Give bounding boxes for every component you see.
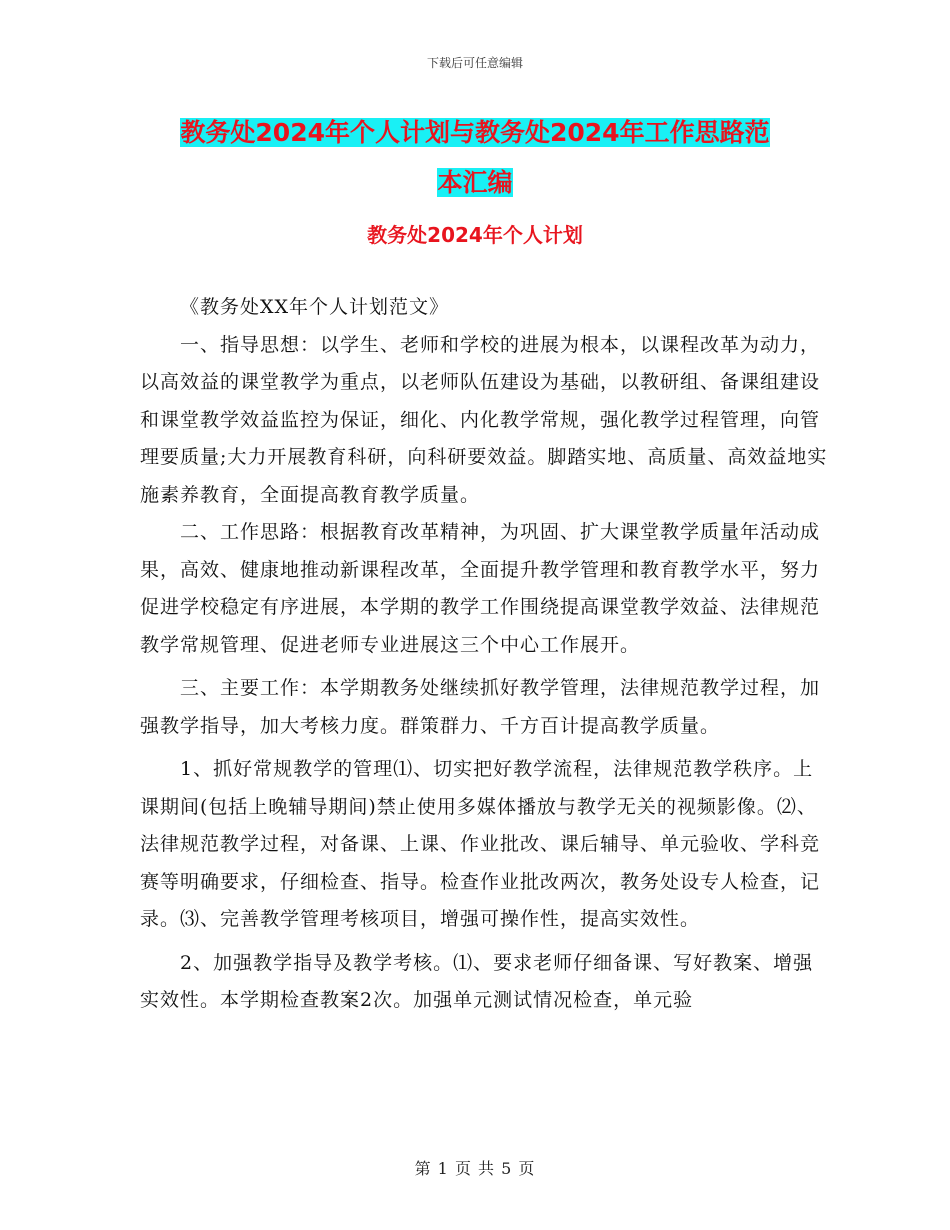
document-body <box>140 289 830 1020</box>
document-title-line-1: 教务处2024年个人计划与教务处2024年工作思路范 <box>180 118 770 147</box>
page-header-note: 下载后可任意编辑 <box>426 56 523 70</box>
paragraph-main-work: 三、主要工作：本学期教务处继续抓好教学管理，法律规范教学过程，加强教学指导，加大考核力度。群策群力、千方百计提高教学质量。 <box>140 677 821 737</box>
paragraph-teaching-guidance: 2、加强教学指导及教学考核。⑴、要求老师仔细备课、写好教案、增强实效性。本学期检查教案2次。加强单元测试情况检查，单元验 <box>140 951 814 1011</box>
paragraph-guiding-ideology: 一、指导思想：以学生、老师和学校的进展为根本，以课程改革为动力，以高效益的课堂教学为重点，以老师队伍建设为基础，以教研组、备课组建设和课堂教学效益监控为保证，细化、内化教学常规，强化教学过程管理，向管理要质量;大力开展教育科研，向科研要效益。脚踏实地、高质量、高效益地实施素养教育，全面提高教育教学质量。 <box>140 333 828 506</box>
paragraph-routine-teaching: 1、抓好常规教学的管理⑴、切实把好教学流程，法律规范教学秩序。上课期间(包括上晚辅导期间)禁止使用多媒体播放与教学无关的视频影像。⑵、法律规范教学过程，对备课、上课、作业批改、课后辅导、单元验收、学科竞赛等明确要求，仔细检查、指导。检查作业批改两次，教务处设专人检查，记录。⑶、完善教学管理考核项目，增强可操作性，提高实效性。 <box>140 758 821 930</box>
document-title <box>150 108 800 208</box>
paragraph-source-title: 《教务处XX年个人计划范文》 <box>180 296 450 318</box>
paragraph-work-approach: 二、工作思路：根据教育改革精神，为巩固、扩大课堂教学质量年活动成果，高效、健康地推动新课程改革，全面提升教学管理和教育教学水平，努力促进学校稳定有序进展，本学期的教学工作围绕提高课堂教学效益、法律规范教学常规管理、促进老师专业进展这三个中心工作展开。 <box>140 521 821 656</box>
section-title: 教务处2024年个人计划 <box>367 223 583 247</box>
document-title-line-2: 本汇编 <box>437 168 513 197</box>
page-number-footer: 第 1 页 共 5 页 <box>414 1159 536 1178</box>
